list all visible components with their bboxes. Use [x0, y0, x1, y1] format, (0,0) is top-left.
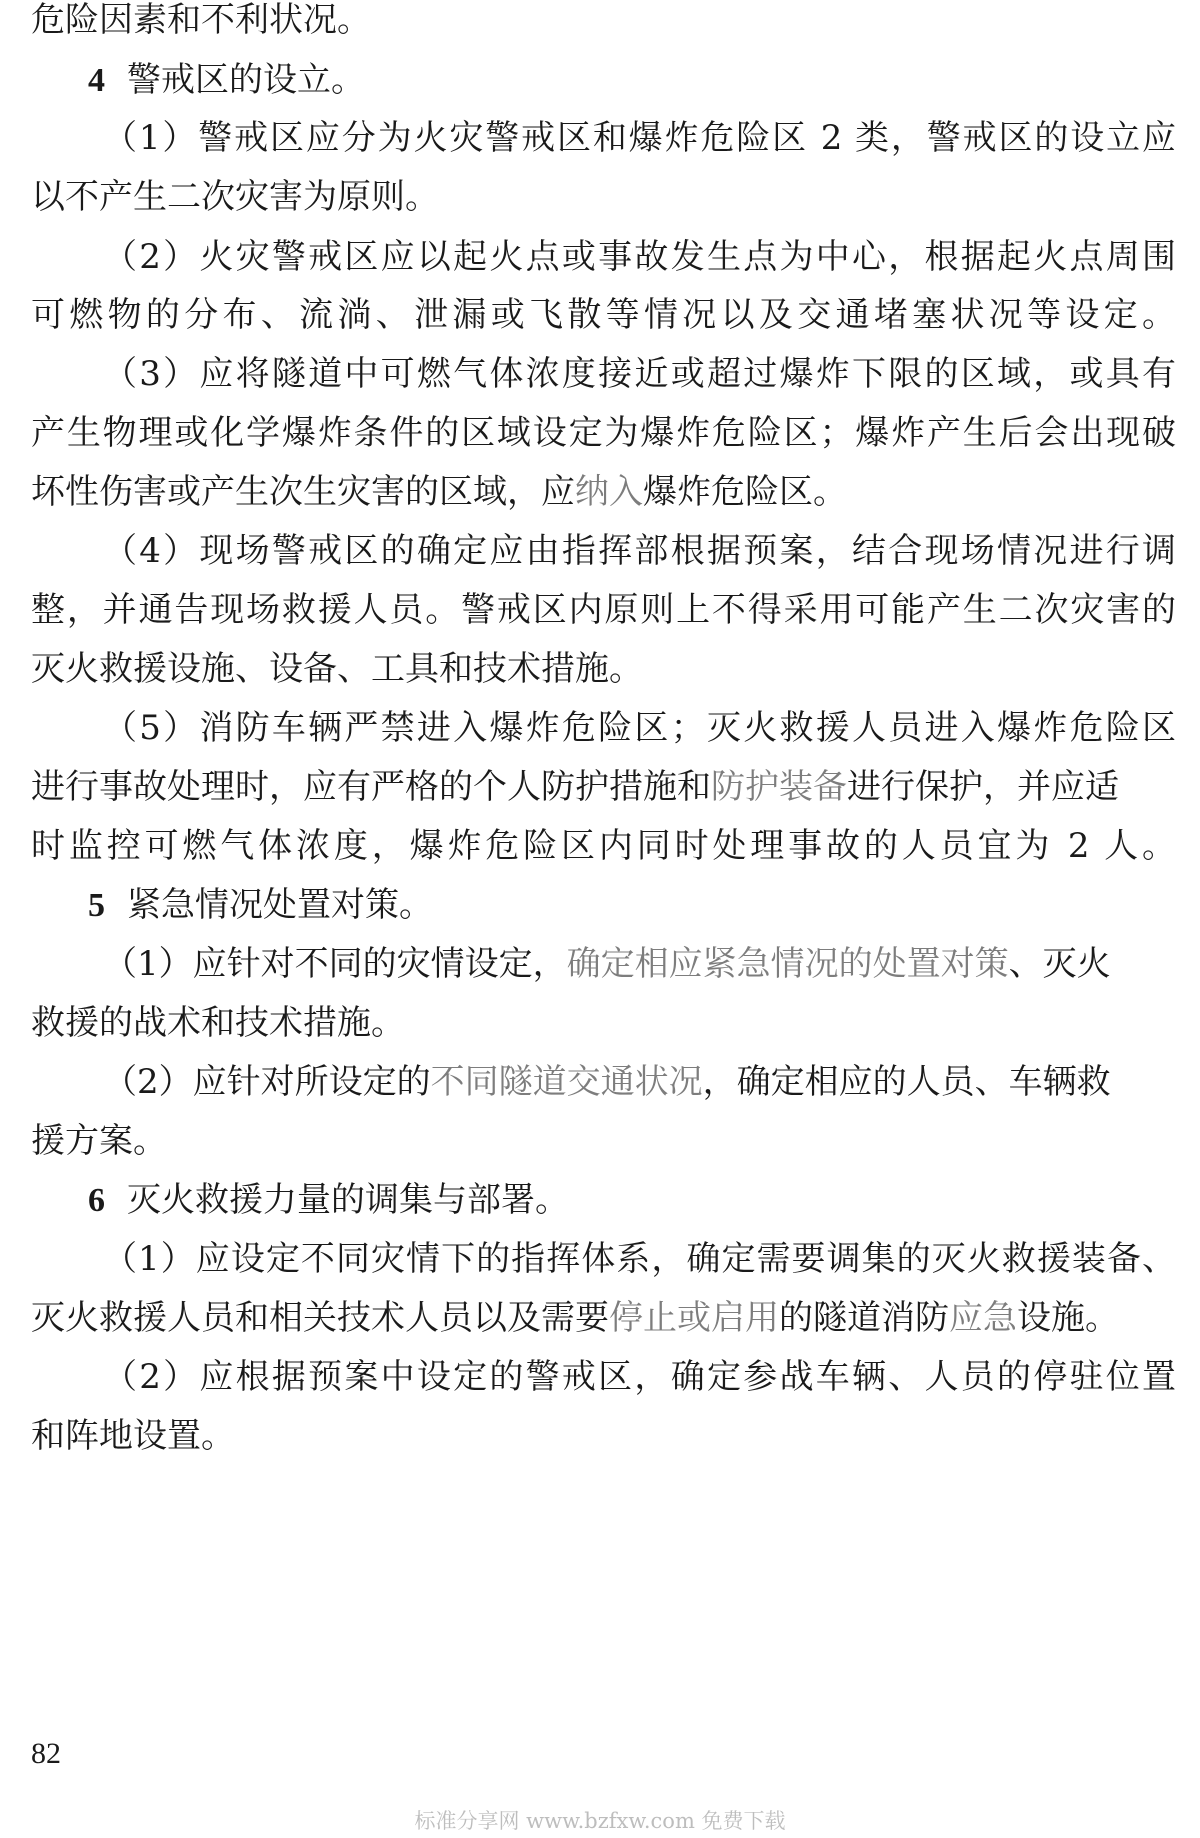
- text-run: （1）警戒区应分为火灾警戒区和爆炸危险区 2 类，警戒区的设立应: [103, 118, 1176, 158]
- section-heading-5: [88, 885, 433, 925]
- text-line: [103, 1357, 1176, 1397]
- text-run: 整，并通告现场救援人员。警戒区内原则上不得采用可能产生二次灾害的: [31, 590, 1176, 630]
- watermark: 标准分享网 www.bzfxw.com 免费下载: [414, 1809, 786, 1833]
- text-line: [103, 944, 1111, 984]
- text-run: 时监控可燃气体浓度，爆炸危险区内同时处理事故的人员宜为 2 人。: [31, 826, 1176, 866]
- text-line: [103, 1062, 1111, 1102]
- text-line: [103, 531, 1176, 571]
- text-run: （3）应将隧道中可燃气体浓度接近或超过爆炸下限的区域，或具有: [103, 354, 1176, 394]
- text-line: [31, 1003, 405, 1043]
- text-run: （4）现场警戒区的确定应由指挥部根据预案，结合现场情况进行调: [103, 531, 1176, 571]
- text-line: [103, 1239, 1176, 1279]
- highlighted-text: 停止或启用: [609, 1298, 779, 1338]
- text-line: [31, 295, 1176, 335]
- highlighted-text: 不同隧道交通状况: [430, 1062, 703, 1102]
- text-line: [31, 0, 371, 40]
- text-line: [31, 1416, 235, 1456]
- section-title: 灭火救援力量的调集与部署。: [127, 1180, 569, 1220]
- text-line: [103, 354, 1176, 394]
- text-line: [31, 590, 1176, 630]
- text-run: （1）应针对不同的灾情设定，: [103, 944, 567, 984]
- highlighted-text: 纳入: [575, 472, 643, 512]
- text-run: 进行保护，并应适: [847, 767, 1119, 807]
- text-line: [31, 472, 847, 512]
- text-run: 灭火救援人员和相关技术人员以及需要: [31, 1298, 609, 1338]
- text-line: [31, 413, 1176, 453]
- text-run: 进行事故处理时，应有严格的个人防护措施和: [31, 767, 711, 807]
- text-run: 以不产生二次灾害为原则。: [31, 177, 439, 217]
- text-line: [31, 177, 439, 217]
- text-line: [31, 649, 643, 689]
- highlighted-text: 确定相应紧急情况的处置对策: [566, 944, 1009, 984]
- section-number: 4: [88, 62, 105, 99]
- text-line: [31, 1121, 167, 1161]
- text-run: 、灭火: [1008, 944, 1111, 984]
- text-run: 灭火救援设施、设备、工具和技术措施。: [31, 649, 643, 689]
- section-title: 紧急情况处置对策。: [127, 885, 433, 925]
- text-line: [31, 826, 1176, 866]
- text-run: （1）应设定不同灾情下的指挥体系，确定需要调集的灭火救援装备、: [103, 1239, 1176, 1279]
- highlighted-text: 应急: [949, 1298, 1017, 1338]
- text-line: [31, 1298, 1119, 1338]
- page-number: 82: [31, 1737, 61, 1770]
- text-line: [103, 237, 1176, 277]
- text-run: 可燃物的分布、流淌、泄漏或飞散等情况以及交通堵塞状况等设定。: [31, 295, 1176, 335]
- section-number: 6: [88, 1182, 105, 1219]
- highlighted-text: 防护装备: [711, 767, 847, 807]
- text-line: [31, 767, 1119, 807]
- text-run: （2）应针对所设定的: [103, 1062, 431, 1102]
- text-run: 产生物理或化学爆炸条件的区域设定为爆炸危险区；爆炸产生后会出现破: [31, 413, 1176, 453]
- text-run: 的隧道消防: [779, 1298, 949, 1338]
- text-run: 和阵地设置。: [31, 1416, 235, 1456]
- text-run: 爆炸危险区。: [643, 472, 847, 512]
- text-run: （2）应根据预案中设定的警戒区，确定参战车辆、人员的停驻位置: [103, 1357, 1176, 1397]
- text-run: （5）消防车辆严禁进入爆炸危险区；灭火救援人员进入爆炸危险区: [103, 708, 1176, 748]
- text-line: [103, 708, 1176, 748]
- section-title: 警戒区的设立。: [127, 60, 365, 100]
- text-run: （2）火灾警戒区应以起火点或事故发生点为中心，根据起火点周围: [103, 237, 1176, 277]
- text-run: 设施。: [1017, 1298, 1119, 1338]
- text-run: ，确定相应的人员、车辆救: [702, 1062, 1111, 1102]
- section-number: 5: [88, 887, 105, 924]
- text-line: [103, 118, 1176, 158]
- text-run: 援方案。: [31, 1121, 167, 1161]
- section-heading-4: [88, 60, 365, 100]
- text-run: 危险因素和不利状况。: [31, 0, 371, 40]
- section-heading-6: [88, 1180, 569, 1220]
- text-run: 救援的战术和技术措施。: [31, 1003, 405, 1043]
- text-run: 坏性伤害或产生次生灾害的区域，应: [31, 472, 575, 512]
